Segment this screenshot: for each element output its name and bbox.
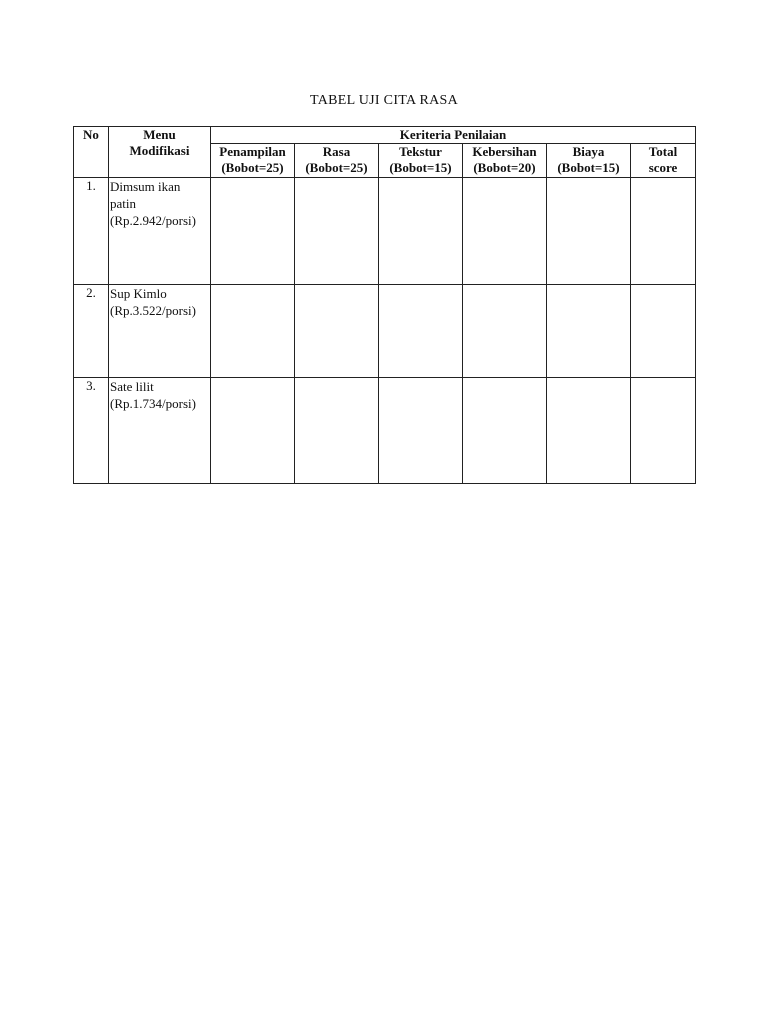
- score-cell: [463, 285, 547, 378]
- row-number: 1.: [74, 178, 109, 285]
- header-row-top: [74, 127, 696, 144]
- score-cell: [211, 178, 295, 285]
- total-cell: [631, 285, 696, 378]
- table-row: [74, 378, 696, 484]
- menu-line: (Rp.2.942/porsi): [110, 213, 196, 228]
- score-cell: [547, 178, 631, 285]
- criterion-weight: (Bobot=15): [389, 160, 452, 175]
- taste-test-table: [73, 126, 696, 484]
- menu-line: patin: [110, 196, 136, 211]
- header-criteria-group: Keriteria Penilaian: [211, 127, 696, 144]
- criterion-weight: (Bobot=25): [221, 160, 284, 175]
- score-cell: [295, 378, 379, 484]
- menu-line: Sup Kimlo: [110, 286, 167, 301]
- menu-line: (Rp.1.734/porsi): [110, 396, 196, 411]
- header-menu-line-2: Modifikasi: [129, 143, 190, 158]
- criterion-name: Penampilan: [219, 144, 286, 159]
- criterion-weight: (Bobot=15): [557, 160, 620, 175]
- score-cell: [547, 285, 631, 378]
- score-cell: [379, 178, 463, 285]
- row-number: 3.: [74, 378, 109, 484]
- menu-line: (Rp.3.522/porsi): [110, 303, 196, 318]
- score-cell: [211, 285, 295, 378]
- criterion-weight: score: [648, 160, 678, 175]
- score-cell: [463, 378, 547, 484]
- criterion-name: Total: [648, 144, 678, 159]
- menu-cell: [109, 378, 211, 484]
- row-number: 2.: [74, 285, 109, 378]
- header-total-score: [631, 144, 696, 178]
- page-title: TABEL UJI CITA RASA: [310, 93, 458, 108]
- header-criterion: [547, 144, 631, 178]
- score-cell: [211, 378, 295, 484]
- menu-line: Sate lilit: [110, 379, 154, 394]
- menu-cell: [109, 178, 211, 285]
- score-cell: [463, 178, 547, 285]
- header-menu-line-1: Menu: [143, 127, 176, 142]
- header-no: No: [74, 127, 109, 178]
- header-menu: [109, 127, 211, 178]
- criterion-name: Tekstur: [399, 144, 442, 159]
- score-cell: [547, 378, 631, 484]
- menu-line: Dimsum ikan: [110, 179, 181, 194]
- header-criterion: [379, 144, 463, 178]
- score-cell: [295, 178, 379, 285]
- criterion-name: Kebersihan: [472, 144, 537, 159]
- table-row: [74, 178, 696, 285]
- menu-cell: [109, 285, 211, 378]
- criterion-name: Rasa: [322, 144, 351, 159]
- score-cell: [379, 378, 463, 484]
- total-cell: [631, 178, 696, 285]
- table-row: [74, 285, 696, 378]
- criterion-weight: (Bobot=20): [473, 160, 536, 175]
- header-criterion: [463, 144, 547, 178]
- criterion-name: Biaya: [572, 144, 605, 159]
- total-cell: [631, 378, 696, 484]
- score-cell: [295, 285, 379, 378]
- criterion-weight: (Bobot=25): [305, 160, 368, 175]
- header-criterion: [211, 144, 295, 178]
- score-cell: [379, 285, 463, 378]
- header-criterion: [295, 144, 379, 178]
